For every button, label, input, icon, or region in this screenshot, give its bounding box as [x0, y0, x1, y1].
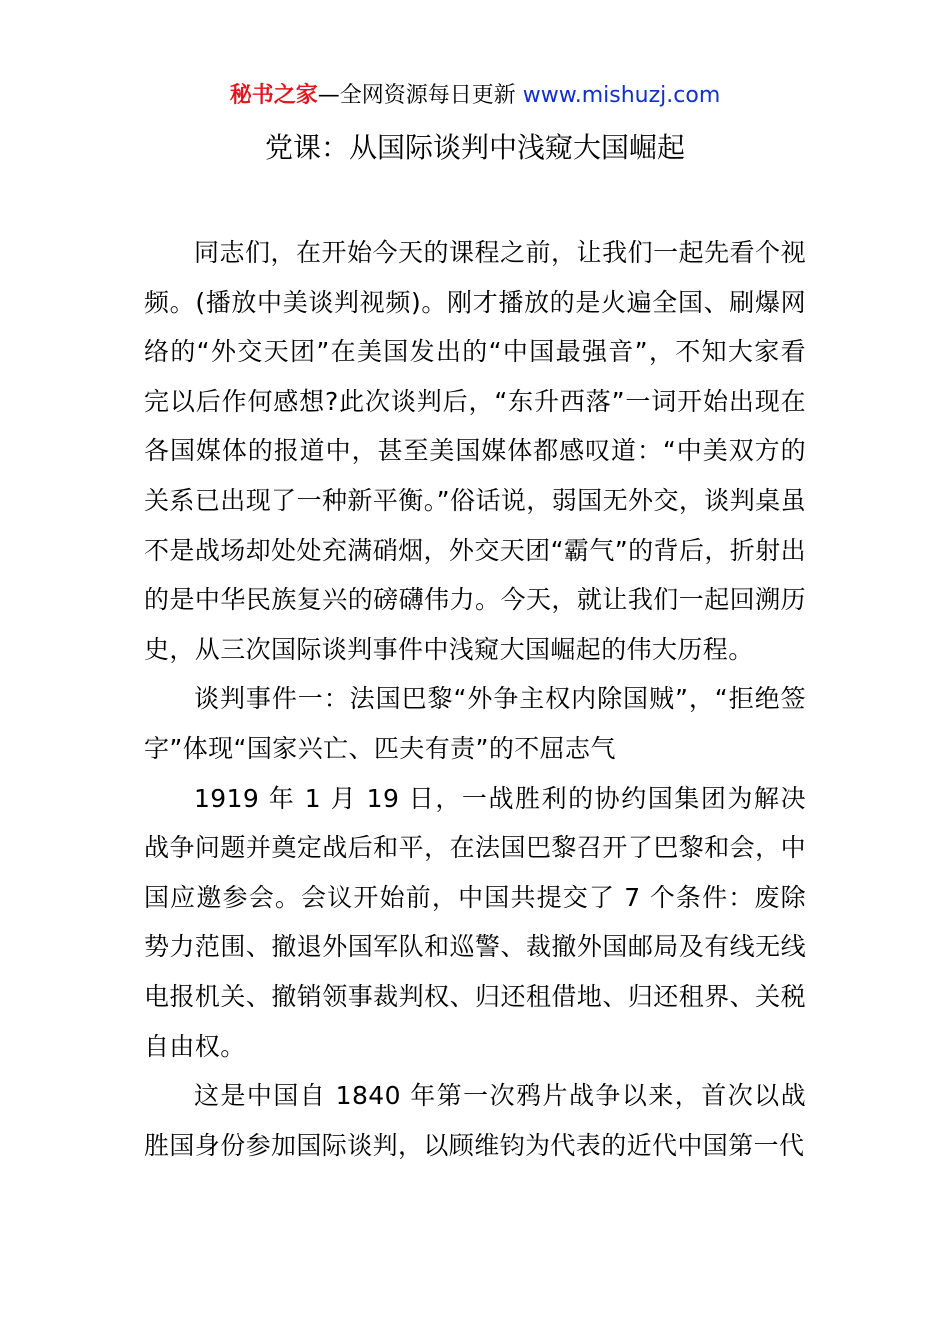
document-body: [144, 228, 806, 1170]
banner-tagline: —全网资源每日更新: [317, 83, 523, 108]
paragraph-paris-conference: 1919 年 1 月 19 日，一战胜利的协约国集团为解决战争问题并奠定战后和平，在法国巴黎召开了巴黎和会，中国应邀参会。会议开始前，中国共提交了 7 个条件：废除势力范围、撤退外国军队和巡警、裁撤外国邮局及有线无线电报机关、撤销领事裁判权、归还租借地、归还租界、关税自由权。: [144, 783, 806, 1061]
site-banner: [0, 80, 950, 112]
paragraph-intro: 同志们，在开始今天的课程之前，让我们一起先看个视频。(播放中美谈判视频)。刚才播放的是火遍全国、刷爆网络的“外交天团”在美国发出的“中国最强音”，不知大家看完以后作何感想?此次谈判后，“东升西落”一词开始出现在各国媒体的报道中，甚至美国媒体都感叹道：“中美双方的关系已出现了一种新平衡。”俗话说，弱国无外交，谈判桌虽不是战场却处处充满硝烟，外交天团“霸气”的背后，折射出的是中华民族复兴的磅礴伟力。今天，就让我们一起回溯历史，从三次国际谈判事件中浅窥大国崛起的伟大历程。: [144, 238, 806, 664]
paragraph-first-participation: 这是中国自 1840 年第一次鸦片战争以来，首次以战胜国身份参加国际谈判，以顾维钧为代表的近代中国第一代: [144, 1081, 806, 1160]
brand-name: 秘书之家: [229, 83, 318, 108]
document-title: 党课：从国际谈判中浅窥大国崛起: [264, 131, 685, 164]
paragraph-event-one-heading: 谈判事件一：法国巴黎“外争主权内除国贼”，“拒绝签字”体现“国家兴亡、匹夫有责”的不屈志气: [144, 684, 806, 763]
site-url-link[interactable]: www.mishuzj.com: [522, 83, 721, 108]
